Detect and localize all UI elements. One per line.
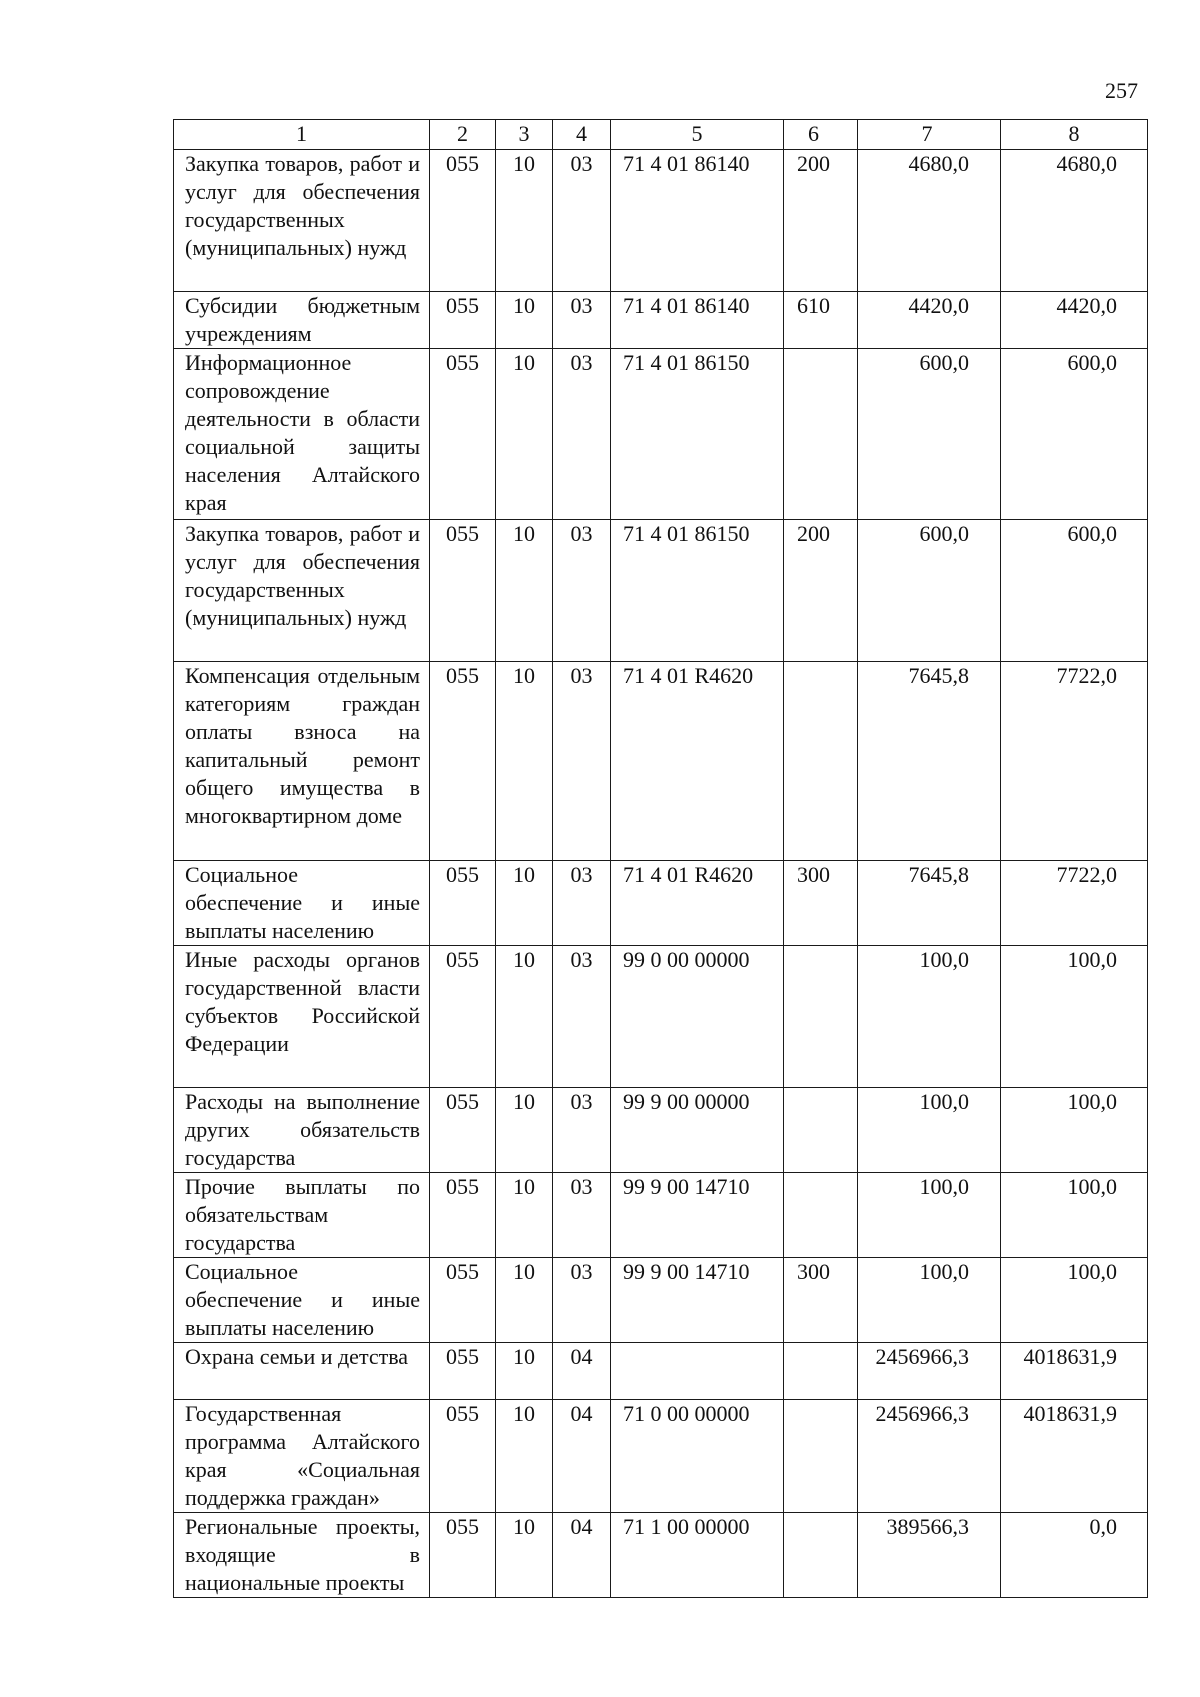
table-row (174, 520, 1148, 662)
row-amount-cell-7: 4680,0 (858, 150, 1001, 292)
row-code-cell: 055 (430, 662, 496, 861)
row-target-cell: 71 4 01 86140 (611, 150, 784, 292)
row-name-cell: Социальное обеспечение и иные выплаты населению (174, 861, 430, 946)
row-target-cell: 99 9 00 14710 (611, 1258, 784, 1343)
header-cell-1: 1 (174, 120, 430, 150)
row-code-cell: 055 (430, 1513, 496, 1598)
row-expense-type-cell (784, 662, 858, 861)
row-code-cell: 055 (430, 1343, 496, 1400)
page-number: 257 (1105, 78, 1138, 103)
row-name-cell: Информационное сопровождение деятельности в области социальной защиты населения Алтайского края (174, 349, 430, 520)
row-code-cell: 055 (430, 861, 496, 946)
row-target-cell: 99 9 00 00000 (611, 1088, 784, 1173)
table-row (174, 292, 1148, 349)
row-subsection-cell: 03 (553, 292, 611, 349)
table-row (174, 1513, 1148, 1598)
row-name-cell: Компенсация отдельным категориям граждан оплаты взноса на капитальный ремонт общего имущества в многоквартирном доме (174, 662, 430, 861)
row-expense-type-cell (784, 946, 858, 1088)
row-name-cell: Закупка товаров, работ и услуг для обеспечения государственных (муниципальных) нужд (174, 150, 430, 292)
row-expense-type-cell: 200 (784, 150, 858, 292)
row-expense-type-cell (784, 1343, 858, 1400)
row-amount-cell-8: 7722,0 (1001, 662, 1148, 861)
header-cell-3: 3 (496, 120, 553, 150)
row-name-cell: Социальное обеспечение и иные выплаты населению (174, 1258, 430, 1343)
table-header-row (174, 120, 1148, 150)
row-amount-cell-7: 600,0 (858, 349, 1001, 520)
row-target-cell: 99 9 00 14710 (611, 1173, 784, 1258)
row-code-cell: 055 (430, 1400, 496, 1513)
row-subsection-cell: 03 (553, 1088, 611, 1173)
row-target-cell: 71 0 00 00000 (611, 1400, 784, 1513)
row-section-cell: 10 (496, 1258, 553, 1343)
row-amount-cell-7: 389566,3 (858, 1513, 1001, 1598)
row-amount-cell-7: 600,0 (858, 520, 1001, 662)
row-code-cell: 055 (430, 1258, 496, 1343)
row-amount-cell-8: 4018631,9 (1001, 1400, 1148, 1513)
table-row (174, 946, 1148, 1088)
row-section-cell: 10 (496, 1513, 553, 1598)
row-amount-cell-7: 7645,8 (858, 662, 1001, 861)
header-cell-8: 8 (1001, 120, 1148, 150)
row-section-cell: 10 (496, 1343, 553, 1400)
row-name-cell: Охрана семьи и детства (174, 1343, 430, 1400)
row-section-cell: 10 (496, 520, 553, 662)
row-amount-cell-7: 100,0 (858, 946, 1001, 1088)
table-row (174, 861, 1148, 946)
row-section-cell: 10 (496, 1400, 553, 1513)
row-subsection-cell: 03 (553, 1258, 611, 1343)
row-subsection-cell: 04 (553, 1343, 611, 1400)
row-target-cell: 71 1 00 00000 (611, 1513, 784, 1598)
budget-table (173, 119, 1148, 1598)
row-amount-cell-7: 100,0 (858, 1258, 1001, 1343)
row-amount-cell-8: 7722,0 (1001, 861, 1148, 946)
row-subsection-cell: 03 (553, 150, 611, 292)
table-row (174, 662, 1148, 861)
row-code-cell: 055 (430, 292, 496, 349)
row-section-cell: 10 (496, 946, 553, 1088)
row-amount-cell-8: 600,0 (1001, 349, 1148, 520)
header-cell-6: 6 (784, 120, 858, 150)
row-amount-cell-7: 100,0 (858, 1088, 1001, 1173)
row-name-cell: Региональные проекты, входящие в национальные проекты (174, 1513, 430, 1598)
row-amount-cell-7: 100,0 (858, 1173, 1001, 1258)
row-code-cell: 055 (430, 349, 496, 520)
row-amount-cell-8: 100,0 (1001, 1088, 1148, 1173)
row-target-cell: 99 0 00 00000 (611, 946, 784, 1088)
row-target-cell: 71 4 01 R4620 (611, 861, 784, 946)
row-target-cell: 71 4 01 86150 (611, 520, 784, 662)
row-expense-type-cell: 200 (784, 520, 858, 662)
table-row (174, 1400, 1148, 1513)
header-cell-7: 7 (858, 120, 1001, 150)
row-amount-cell-8: 100,0 (1001, 1258, 1148, 1343)
row-name-cell: Государственная программа Алтайского края «Социальная поддержка граждан» (174, 1400, 430, 1513)
table-row (174, 349, 1148, 520)
row-section-cell: 10 (496, 1173, 553, 1258)
row-subsection-cell: 03 (553, 1173, 611, 1258)
row-amount-cell-8: 4018631,9 (1001, 1343, 1148, 1400)
row-section-cell: 10 (496, 662, 553, 861)
header-cell-4: 4 (553, 120, 611, 150)
row-amount-cell-8: 100,0 (1001, 946, 1148, 1088)
row-name-cell: Расходы на выполнение других обязательств государства (174, 1088, 430, 1173)
table-row (174, 150, 1148, 292)
row-target-cell: 71 4 01 86140 (611, 292, 784, 349)
header-cell-5: 5 (611, 120, 784, 150)
row-section-cell: 10 (496, 150, 553, 292)
row-expense-type-cell (784, 1400, 858, 1513)
row-name-cell: Иные расходы органов государственной власти субъектов Российской Федерации (174, 946, 430, 1088)
row-amount-cell-8: 4680,0 (1001, 150, 1148, 292)
row-target-cell: 71 4 01 R4620 (611, 662, 784, 861)
row-target-cell (611, 1343, 784, 1400)
row-subsection-cell: 03 (553, 946, 611, 1088)
row-section-cell: 10 (496, 861, 553, 946)
row-subsection-cell: 04 (553, 1400, 611, 1513)
row-amount-cell-7: 2456966,3 (858, 1400, 1001, 1513)
row-code-cell: 055 (430, 150, 496, 292)
row-target-cell: 71 4 01 86150 (611, 349, 784, 520)
row-amount-cell-8: 600,0 (1001, 520, 1148, 662)
row-subsection-cell: 03 (553, 520, 611, 662)
row-expense-type-cell (784, 349, 858, 520)
row-subsection-cell: 03 (553, 662, 611, 861)
row-section-cell: 10 (496, 292, 553, 349)
table-row (174, 1173, 1148, 1258)
row-amount-cell-8: 0,0 (1001, 1513, 1148, 1598)
row-name-cell: Субсидии бюджетным учреждениям (174, 292, 430, 349)
row-amount-cell-8: 4420,0 (1001, 292, 1148, 349)
row-section-cell: 10 (496, 1088, 553, 1173)
row-expense-type-cell: 610 (784, 292, 858, 349)
row-amount-cell-8: 100,0 (1001, 1173, 1148, 1258)
row-code-cell: 055 (430, 1088, 496, 1173)
row-subsection-cell: 03 (553, 349, 611, 520)
row-expense-type-cell (784, 1173, 858, 1258)
row-amount-cell-7: 2456966,3 (858, 1343, 1001, 1400)
row-section-cell: 10 (496, 349, 553, 520)
row-subsection-cell: 04 (553, 1513, 611, 1598)
table-row (174, 1088, 1148, 1173)
row-name-cell: Прочие выплаты по обязательствам государства (174, 1173, 430, 1258)
table-row (174, 1258, 1148, 1343)
row-amount-cell-7: 7645,8 (858, 861, 1001, 946)
table-row (174, 1343, 1148, 1400)
row-name-cell: Закупка товаров, работ и услуг для обеспечения государственных (муниципальных) нужд (174, 520, 430, 662)
row-code-cell: 055 (430, 946, 496, 1088)
row-expense-type-cell: 300 (784, 1258, 858, 1343)
row-code-cell: 055 (430, 1173, 496, 1258)
header-cell-2: 2 (430, 120, 496, 150)
row-code-cell: 055 (430, 520, 496, 662)
row-expense-type-cell: 300 (784, 861, 858, 946)
row-expense-type-cell (784, 1088, 858, 1173)
row-amount-cell-7: 4420,0 (858, 292, 1001, 349)
row-expense-type-cell (784, 1513, 858, 1598)
row-subsection-cell: 03 (553, 861, 611, 946)
